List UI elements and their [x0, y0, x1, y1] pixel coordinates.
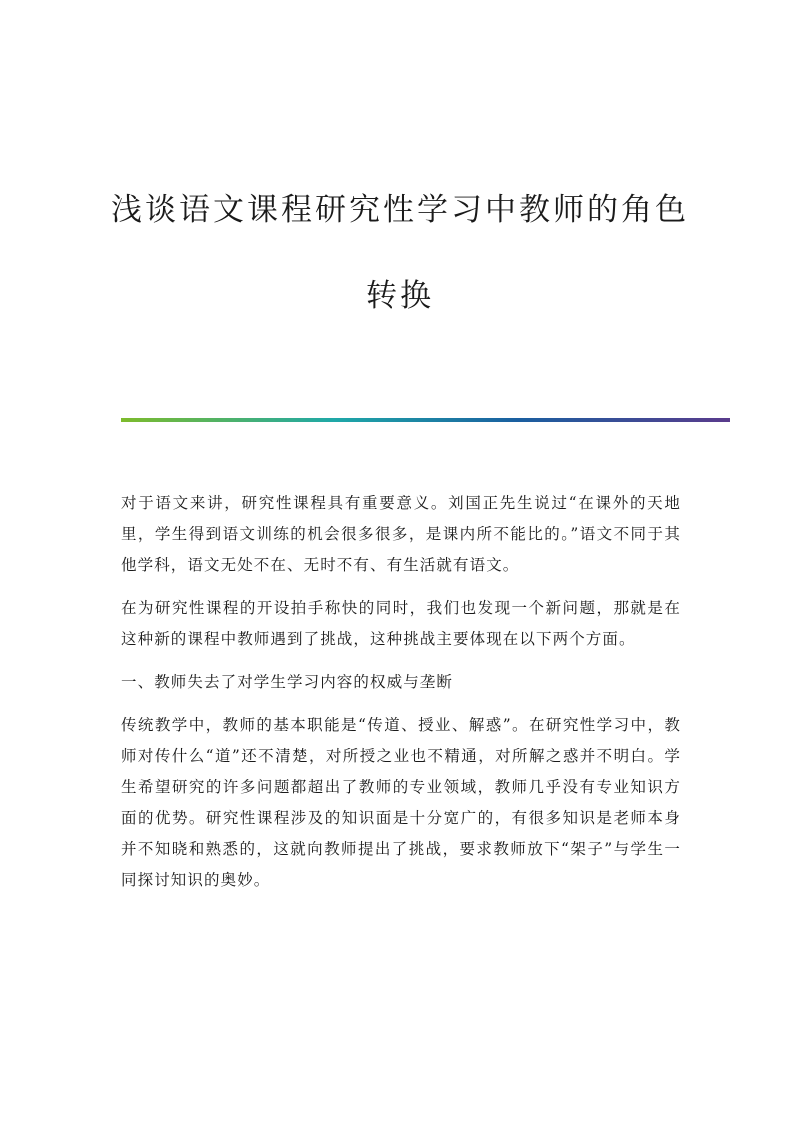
section-heading: 一、教师失去了对学生学习内容的权威与垄断: [121, 673, 454, 691]
title-divider: [121, 418, 730, 422]
document-body: [121, 488, 681, 908]
document-title-line-1: 浅谈语文课程研究性学习中教师的角色: [111, 192, 689, 228]
paragraph: 在为研究性课程的开设拍手称快的同时，我们也发现一个新问题，那就是在这种新的课程中教师遇到了挑战，这种挑战主要体现在以下两个方面。: [121, 599, 681, 648]
document-title-line-2: 转换: [366, 278, 434, 314]
paragraph: 对于语文来讲，研究性课程具有重要意义。刘国正先生说过“在课外的天地里，学生得到语文训练的机会很多很多，是课内所不能比的。”语文不同于其他学科，语文无处不在、无时不有、有生活就有语文。: [121, 494, 681, 574]
paragraph: 传统教学中，教师的基本职能是“传道、授业、解惑”。在研究性学习中，教师对传什么“道”还不清楚，对所授之业也不精通，对所解之惑并不明白。学生希望研究的许多问题都超出了教师的专业领域，教师几乎没有专业知识方面的优势。研究性课程涉及的知识面是十分宽广的，有很多知识是老师本身并不知晓和熟悉的，这就向教师提出了挑战，要求教师放下“架子”与学生一同探讨知识的奥妙。: [121, 716, 681, 889]
